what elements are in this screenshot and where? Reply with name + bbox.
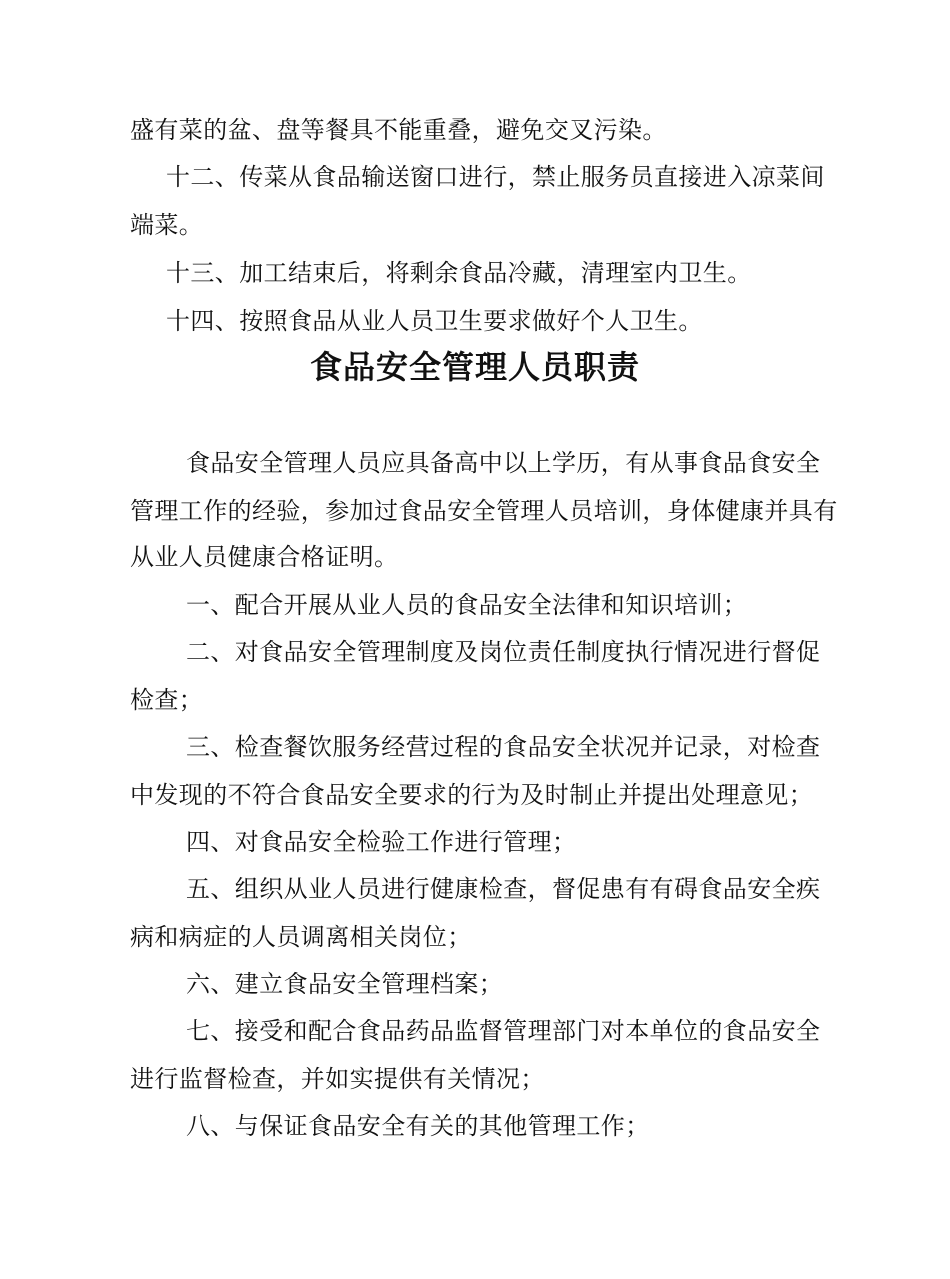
duty-item-7-continuation: 进行监督检查，并如实提供有关情况； [130,1065,545,1093]
item-12-text: 十二、传菜从食品输送窗口进行，禁止服务员直接进入凉菜间 [166,163,825,191]
duty-item-4: 四、对食品安全检验工作进行管理； [186,828,577,856]
duty-item-5-continuation: 病和病症的人员调离相关岗位； [130,923,472,951]
duty-item-7: 七、接受和配合食品药品监督管理部门对本单位的食品安全 [186,1017,821,1045]
duty-item-2-continuation: 检查； [130,686,204,714]
item-14-text: 十四、按照食品从业人员卫生要求做好个人卫生。 [166,307,703,335]
duty-item-3-continuation: 中发现的不符合食品安全要求的行为及时制止并提出处理意见； [130,781,814,809]
section-title: 食品安全管理人员职责 [309,348,640,386]
duty-item-8: 八、与保证食品安全有关的其他管理工作； [186,1112,650,1140]
duty-item-3: 三、检查餐饮服务经营过程的食品安全状况并记录，对检查 [186,733,821,761]
intro-paragraph-line-1: 食品安全管理人员应具备高中以上学历，有从事食品食安全 [186,449,821,477]
duty-item-5: 五、组织从业人员进行健康检查，督促患有有碍食品安全疾 [186,875,821,903]
intro-paragraph-line-2: 管理工作的经验，参加过食品安全管理人员培训，身体健康并具有 [130,497,838,525]
item-13-text: 十三、加工结束后，将剩余食品冷藏，清理室内卫生。 [166,259,752,287]
duty-item-2: 二、对食品安全管理制度及岗位责任制度执行情况进行督促 [186,638,821,666]
continued-text-line: 盛有菜的盆、盘等餐具不能重叠，避免交叉污染。 [130,116,667,144]
duty-item-1: 一、配合开展从业人员的食品安全法律和知识培训； [186,591,748,619]
item-12-continuation: 端菜。 [130,211,204,239]
duty-item-6: 六、建立食品安全管理档案； [186,970,504,998]
intro-paragraph-line-3: 从业人员健康合格证明。 [130,543,399,571]
